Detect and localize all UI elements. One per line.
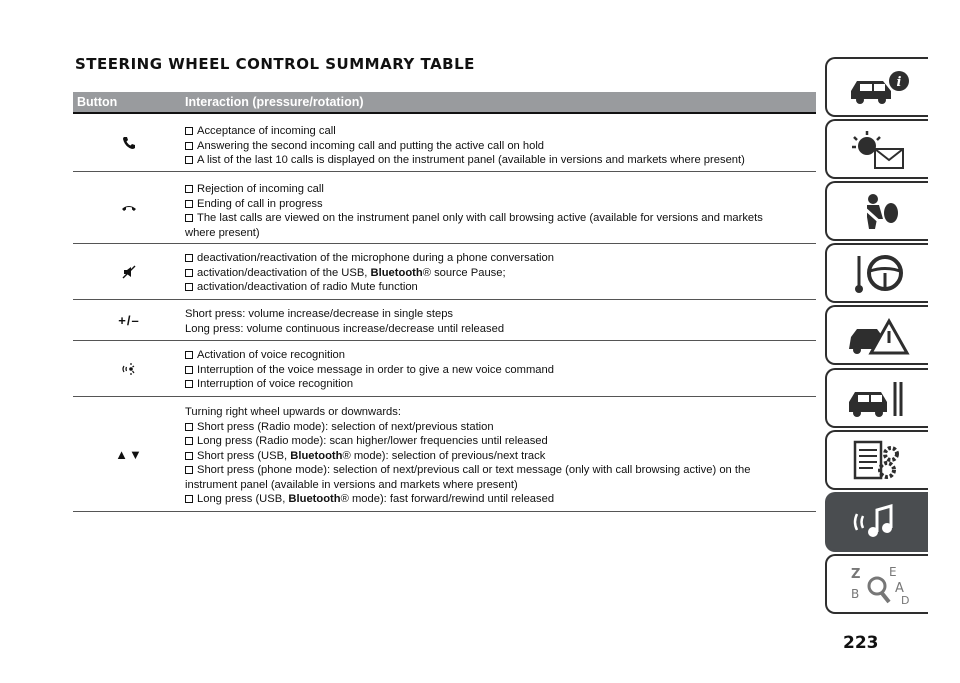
svg-text:Z: Z (850, 566, 860, 582)
list-item: Long press (USB, Bluetooth® mode): fast forward/rewind until released (185, 492, 796, 507)
phone-hangup-icon (121, 203, 137, 213)
header-interaction: Interaction (pressure/rotation) (185, 95, 364, 109)
table-row (73, 341, 816, 397)
multimedia-icon (843, 500, 913, 545)
svg-text:A: A (894, 580, 904, 596)
page-title: STEERING WHEEL CONTROL SUMMARY TABLE (75, 55, 475, 73)
list-item: activation/deactivation of radio Mute function (185, 280, 796, 295)
tab-starting-driving[interactable] (825, 243, 928, 303)
list-item: Interruption of the voice message in order to give a new voice command (185, 363, 796, 378)
list-item: activation/deactivation of the USB, Bluetooth® source Pause; (185, 266, 796, 281)
car-info-icon (843, 65, 913, 110)
header-button: Button (77, 95, 118, 109)
tab-maintenance[interactable] (825, 368, 928, 428)
svg-text:E: E (888, 564, 897, 579)
table-row (73, 244, 816, 300)
tab-car-info[interactable] (825, 57, 928, 117)
list-item: Long press: volume continuous increase/decrease until released (185, 322, 505, 335)
list-item: Short press: volume increase/decrease in single steps (185, 308, 454, 320)
svg-text:D: D (900, 593, 909, 607)
safety-icon (843, 189, 913, 234)
volume-icon: +/– (118, 312, 140, 328)
phone-answer-icon (122, 136, 136, 150)
technical-data-icon (843, 438, 913, 483)
svg-text:i: i (896, 74, 901, 90)
page-number: 223 (843, 633, 879, 653)
list-item: Short press (phone mode): selection of next/previous call or text message (only with call browsing active) on the instrument panel (available in versions and markets where present) (185, 464, 751, 491)
table-row (73, 300, 816, 341)
list-item: The last calls are viewed on the instrument panel only with call browsing active (available for versions and markets where present) (185, 212, 763, 239)
voice-recognition-icon (121, 361, 137, 377)
warning-lights-icon (843, 127, 913, 172)
list-item: Ending of call in progress (185, 197, 796, 212)
tab-warning-lights[interactable] (825, 119, 928, 179)
list-item: Interruption of voice recognition (185, 377, 796, 392)
list-item: Answering the second incoming call and putting the active call on hold (185, 139, 796, 154)
table-header (73, 92, 816, 114)
table-row (73, 397, 816, 512)
list-item: Rejection of incoming call (185, 182, 796, 197)
row-intro: Turning right wheel upwards or downwards: (185, 406, 401, 418)
list-item: deactivation/reactivation of the microphone during a phone conversation (185, 251, 796, 266)
tab-index[interactable] (825, 554, 928, 614)
svg-text:B: B (850, 586, 859, 601)
list-item: A list of the last 10 calls is displayed on the instrument panel (available in versions and markets where present) (185, 153, 796, 168)
maintenance-icon (843, 376, 913, 421)
emergency-icon (843, 313, 913, 358)
tab-emergency[interactable] (825, 305, 928, 365)
tab-safety[interactable] (825, 181, 928, 241)
list-item: Short press (USB, Bluetooth® mode): selection of previous/next track (185, 449, 796, 464)
index-icon (843, 562, 913, 607)
list-item: Activation of voice recognition (185, 348, 796, 363)
tab-technical-data[interactable] (825, 430, 928, 490)
mute-icon (122, 265, 136, 279)
steering-wheel-icon (843, 251, 913, 296)
up-down-arrows-icon: ▲▼ (115, 446, 143, 462)
table-row (73, 172, 816, 244)
table-row (73, 114, 816, 172)
tab-multimedia[interactable] (825, 492, 928, 552)
list-item: Long press (Radio mode): scan higher/lower frequencies until released (185, 434, 796, 449)
list-item: Acceptance of incoming call (185, 124, 796, 139)
list-item: Short press (Radio mode): selection of next/previous station (185, 420, 796, 435)
